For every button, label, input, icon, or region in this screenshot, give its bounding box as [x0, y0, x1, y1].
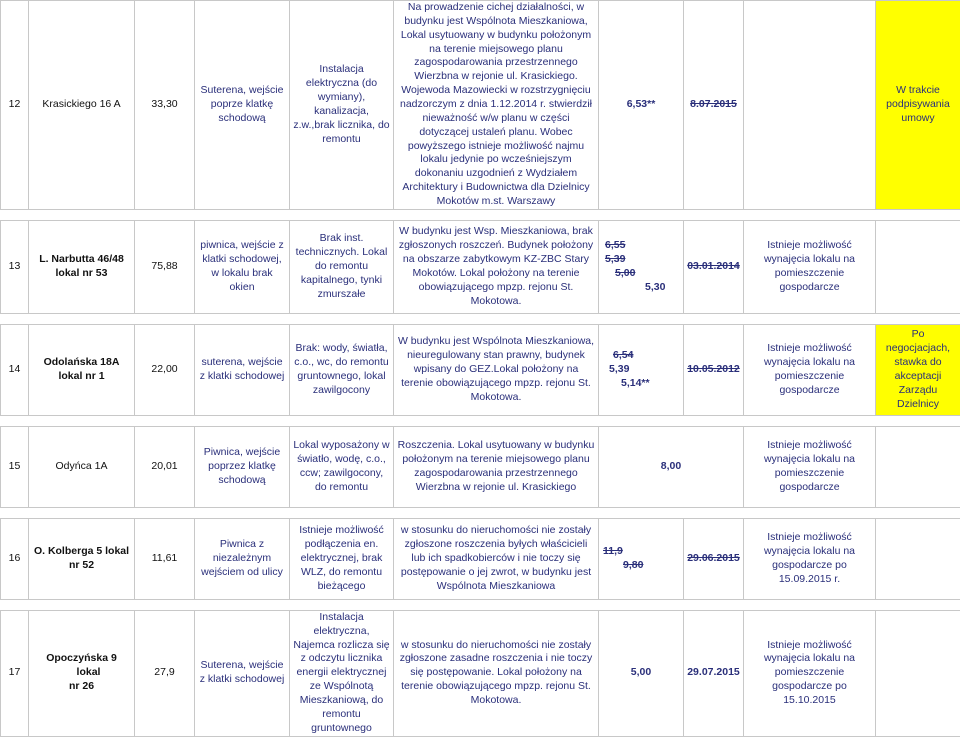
- location: suterena, wejście z klatki schodowej: [195, 324, 290, 415]
- area: 11,61: [135, 518, 195, 599]
- rate-date: 29.06.2015: [684, 518, 744, 599]
- remarks: Istnieje możliwość wynajęcia lokalu na pomieszczenie gospodarcze: [744, 220, 876, 313]
- row-number: 17: [1, 610, 29, 736]
- area: 22,00: [135, 324, 195, 415]
- rate-old-2: 5,39: [605, 363, 680, 377]
- equipment: Lokal wyposażony w światło, wodę, c.o., ccw; zawilgocony, do remontu: [290, 426, 394, 507]
- row-number: 12: [1, 1, 29, 210]
- note: Po negocjacjach, stawka do akceptacji Zarządu Dzielnicy: [876, 324, 960, 415]
- legal-status: W budynku jest Wspólnota Mieszkaniowa, nieuregulowany stan prawny, budynek wpisany do GEZ.Lokal położony na terenie obowiązującego mpzp. rejonu St. Mokotowa.: [394, 324, 599, 415]
- row-gap: [1, 313, 960, 324]
- table-row: [1, 324, 960, 415]
- location: Piwnica, wejście poprzez klatkę schodową: [195, 426, 290, 507]
- rate-old-1: 6,55: [605, 239, 680, 253]
- note-empty: [876, 610, 960, 736]
- remarks: W trakcie podpisywania umowy: [876, 1, 960, 210]
- table-row: [1, 1, 960, 210]
- location: Suterena, wejście poprze klatkę schodową: [195, 1, 290, 210]
- note-empty: [876, 426, 960, 507]
- address-street: Opoczyńska 9: [46, 652, 117, 664]
- location: Suterena, wejście z klatki schodowej: [195, 610, 290, 736]
- rate-old-1: 11,9: [603, 545, 680, 559]
- address: L. Narbutta 46/48 lokal nr 53: [29, 220, 135, 313]
- address-lokal: lokal: [63, 666, 101, 678]
- location: piwnica, wejście z klatki schodowej, w lokalu brak okien: [195, 220, 290, 313]
- rate-old-3: 5,00: [605, 267, 680, 281]
- note-empty: [876, 220, 960, 313]
- legal-status: Roszczenia. Lokal usytuowany w budynku położonym na terenie miejsowego planu zagospodarowania przestrzennego Wierzbna w rejonie ul. Krasickiego: [394, 426, 599, 507]
- equipment: Instalacja elektryczna, Najemca rozlicza się z odczytu licznika energii elektrycznej ze Wspólnotą Mieszkaniową, do remontu gruntownego: [290, 610, 394, 736]
- row-gap: [1, 599, 960, 610]
- table-row: [1, 220, 960, 313]
- address: Krasickiego 16 A: [29, 1, 135, 210]
- address: O. Kolberga 5 lokal nr 52: [29, 518, 135, 599]
- equipment: Brak: wody, światła, c.o., wc, do remontu gruntownego, lokal zawilgocony: [290, 324, 394, 415]
- row-number: 14: [1, 324, 29, 415]
- rate: 8,00: [599, 426, 744, 507]
- table-row: [1, 426, 960, 507]
- table-row: [1, 610, 960, 736]
- address: Odolańska 18A lokal nr 1: [29, 324, 135, 415]
- area: 27,9: [135, 610, 195, 736]
- legal-status: Na prowadzenie cichej działalności, w budynku jest Wspólnota Mieszkaniowa, Lokal usytuowany w budynku położonym na terenie miejsowego planu zagospodarowania przestrzennego Wierzbna w rejonie ul. Krasickiego. Wojewoda Mazowiecki w rozstrzygnięciu nadzorczym z dnia 1.12.2014 r. stwierdził nieważność w/w planu w części dotyczącej ustaleń planu. Wobec powyższego istnieje możliwość najmu lokalu jedynie po wcześniejszym dokonaniu uzgodnień z Wydziałem Architektury i Budownictwa dla Dzielnicy Mokotów m.st. Warszawy: [394, 1, 599, 210]
- address: [29, 610, 135, 736]
- row-gap: [1, 415, 960, 426]
- rate-history: [599, 518, 684, 599]
- rate: 6,53**: [599, 1, 684, 210]
- equipment: Instalacja elektryczna (do wymiany), kanalizacja, z.w.,brak licznika, do remontu: [290, 1, 394, 210]
- rate: 5,00: [599, 610, 684, 736]
- row-number: 16: [1, 518, 29, 599]
- remarks: Istnieje możliwość wynajęcia lokalu na pomieszczenie gospodarcze po 15.10.2015: [744, 610, 876, 736]
- equipment: Istnieje możliwość podłączenia en. elektrycznej, brak WLZ, do remontu bieżącego: [290, 518, 394, 599]
- rate-old-1: 6,54: [605, 349, 680, 363]
- area: 33,30: [135, 1, 195, 210]
- rate-date: 29.07.2015: [684, 610, 744, 736]
- area: 20,01: [135, 426, 195, 507]
- note-empty: [876, 518, 960, 599]
- address: Odyńca 1A: [29, 426, 135, 507]
- equipment: Brak inst. technicznych. Lokal do remontu kapitalnego, tynki zmurszałe: [290, 220, 394, 313]
- rate-date: 03.01.2014: [684, 220, 744, 313]
- rate-date: 10.05.2012: [684, 324, 744, 415]
- remarks: Istnieje możliwość wynajęcia lokalu na pomieszczenie gospodarcze: [744, 426, 876, 507]
- row-gap: [1, 507, 960, 518]
- rate-date: 8.07.2015: [684, 1, 744, 210]
- rate-history: [599, 324, 684, 415]
- rate-current: 5,30: [605, 281, 680, 295]
- legal-status: W budynku jest Wsp. Mieszkaniowa, brak zgłoszonych roszczeń. Budynek położony na obszarze zabytkowym KZ-ZBC Stary Mokotów. Lokal położony na terenie obowiązującego mpzp. rejonu St. Mokotowa.: [394, 220, 599, 313]
- legal-status: w stosunku do nieruchomości nie zostały zgłoszone zasadne roszczenia i nie toczy się postępowanie. Lokal położony na terenie obowiązującego mpzp. rejonu St. Mokotowa.: [394, 610, 599, 736]
- rate-old-2: 5,39: [605, 253, 680, 267]
- row-gap: [1, 209, 960, 220]
- legal-status: w stosunku do nieruchomości nie zostały zgłoszone roszczenia byłych właścicieli lub ich spadkobierców i nie toczy się postępowanie o jej zwrot, w budynku jest Wspólnota Mieszkaniowa: [394, 518, 599, 599]
- row-number: 13: [1, 220, 29, 313]
- remarks: Istnieje możliwość wynajęcia lokalu na pomieszczenie gospodarcze: [744, 324, 876, 415]
- rate-current: 5,14**: [605, 377, 680, 391]
- rate-history: [599, 220, 684, 313]
- area: 75,88: [135, 220, 195, 313]
- address-number: nr 26: [32, 680, 131, 694]
- remarks-empty: [744, 1, 876, 210]
- remarks: Istnieje możliwość wynajęcia lokalu na gospodarcze po 15.09.2015 r.: [744, 518, 876, 599]
- table-row: [1, 518, 960, 599]
- row-number: 15: [1, 426, 29, 507]
- location: Piwnica z niezależnym wejściem od ulicy: [195, 518, 290, 599]
- rate-current: 9,80: [603, 559, 680, 573]
